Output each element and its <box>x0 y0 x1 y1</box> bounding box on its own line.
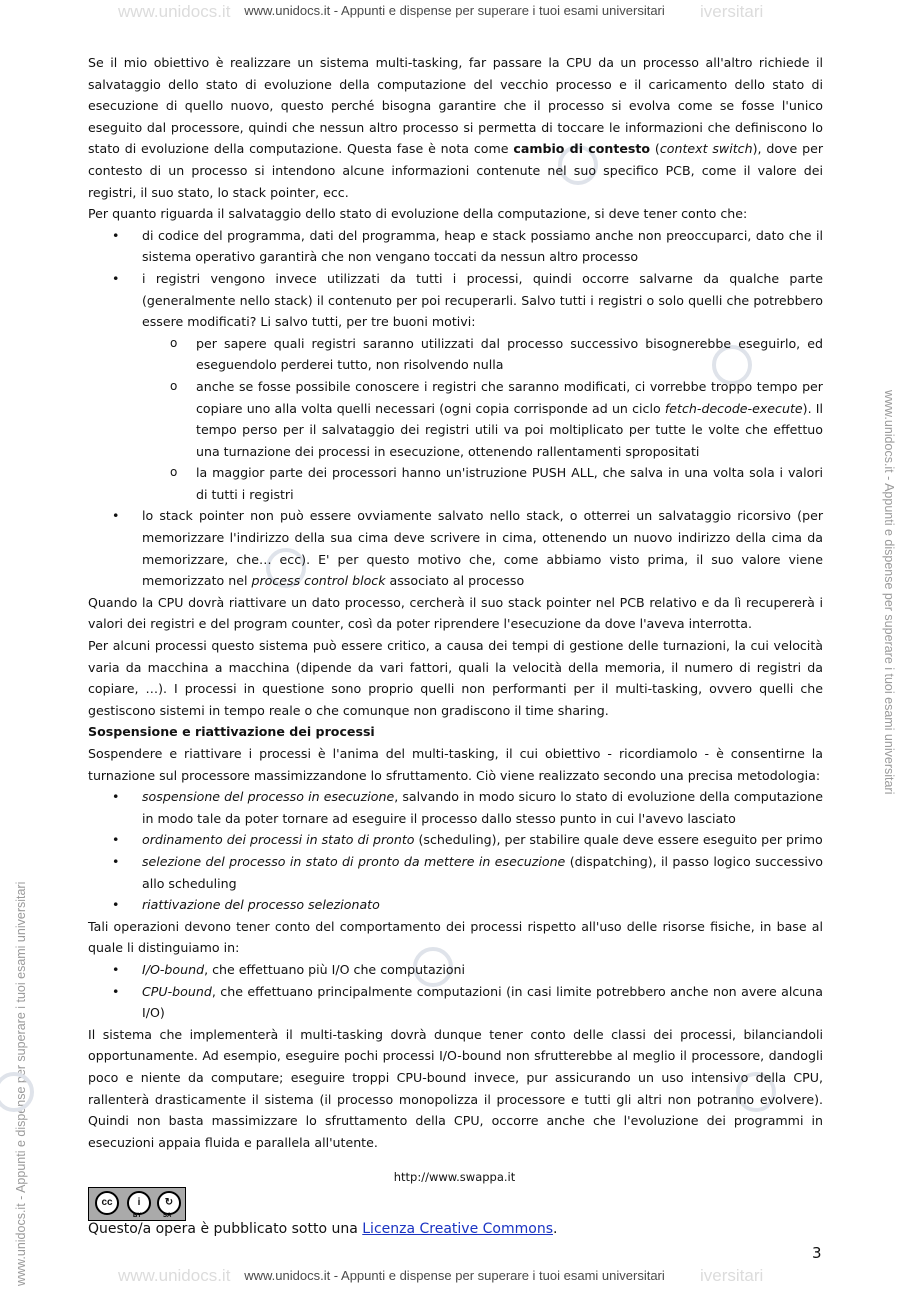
cc-icon: cc <box>95 1191 119 1215</box>
list-item: • riattivazione del processo selezionato <box>88 894 823 916</box>
sub-list <box>142 333 823 506</box>
watermark-right-vertical: www.unidocs.it - Appunti e dispense per superare i tuoi esami universitari <box>882 390 896 795</box>
paragraph: Per alcuni processi questo sistema può essere critico, a causa dei tempi di gestione delle turnazioni, la cui velocità varia da macchina a macchina (dipende da vari fattori, quali la velocità della memoria, il numero di registri da copiare, …). I processi in questione sono proprio quelli non performanti per il multi-tasking, ovvero quelli che gestiscono sistemi in tempo reale o che comunque non gradiscono il time sharing. <box>88 638 823 718</box>
section-heading: Sospensione e riattivazione dei processi <box>88 724 375 740</box>
sub-list-item: o la maggior parte dei processori hanno un'istruzione PUSH ALL, che salva in una volta sola i valori di tutti i registri <box>142 462 823 505</box>
paragraph: Per quanto riguarda il salvataggio dello stato di evoluzione della computazione, si deve tener conto che: <box>88 206 748 222</box>
cc-by-label: BY <box>133 1213 142 1219</box>
list-item: • selezione del processo in stato di pronto da mettere in esecuzione (dispatching), il passo logico successivo allo scheduling <box>88 851 823 894</box>
list-item: • ordinamento dei processi in stato di pronto (scheduling), per stabilire quale deve essere eseguito per primo <box>88 829 823 851</box>
bullet-list <box>88 225 823 592</box>
bullet-list <box>88 959 823 1024</box>
attribution-icon: i <box>127 1191 151 1215</box>
watermark-ghost-right: iversitari <box>700 2 764 21</box>
list-item: • lo stack pointer non può essere ovviamente salvato nello stack, o otterrei un salvataggio ricorsivo (per memorizzare l'indirizzo della sua cima deve scrivere in cima, ottenendo un nuovo indirizzo della cima da memorizzare, che… ecc). E' per questo motivo che, come abbiamo visto prima, il suo valore viene memorizzato nel process control block associato al processo <box>88 505 823 591</box>
watermark-logo <box>0 1072 34 1112</box>
list-item: • CPU-bound, che effettuano principalmente computazioni (in casi limite potrebbero anche non avere alcuna I/O) <box>88 981 823 1024</box>
sub-list-item: o anche se fosse possibile conoscere i registri che saranno modificati, ci vorrebbe troppo tempo per copiare uno alla volta quelli necessari (ogni copia corrisponde ad un ciclo fetch-decode-execute). Il tempo perso per il salvataggio dei registri utili va poi moltiplicato per tutte le volte che effettuo una turnazione dei processi in esecuzione, ottenendo rallentamenti spropositati <box>142 376 823 462</box>
paragraph: Se il mio obiettivo è realizzare un sistema multi-tasking, far passare la CPU da un processo all'altro richiede il salvataggio dello stato di evoluzione della computazione del vecchio processo e il caricamento dello stato di esecuzione di quello nuovo, questo perché bisogna garantire che il processo si evolva come se fosse l'unico eseguito dal processore, quindi che nessun altro processo si permetta di toccare le informazioni che definiscono lo stato di evoluzione della computazione. Questa fase è nota come cambio di contesto (context switch), dove per contesto di un processo si intendono alcune informazioni contenute nel suo specifico PCB, come il valore dei registri, il suo stato, lo stack pointer, ecc. <box>88 55 824 200</box>
watermark-ghost-left-bottom: www.unidocs.it <box>118 1266 231 1285</box>
license-link[interactable]: Licenza Creative Commons <box>362 1221 553 1237</box>
list-item: • I/O-bound, che effettuano più I/O che computazioni <box>88 959 823 981</box>
paragraph: Tali operazioni devono tener conto del comportamento dei processi rispetto all'uso delle risorse fisiche, in base al quale li distinguiamo in: <box>88 918 823 956</box>
list-item: • sospensione del processo in esecuzione, salvando in modo sicuro lo stato di evoluzione della computazione in modo tale da poter tornare ad eseguire il processo dallo stesso punto in cui l'avevo lasciato <box>88 786 823 829</box>
license-notice: Questo/a opera è pubblicato sotto una Licenza Creative Commons. <box>88 1221 558 1237</box>
bullet-list <box>88 786 823 916</box>
document-body <box>88 52 823 1153</box>
paragraph: Il sistema che implementerà il multi-tasking dovrà dunque tener conto delle classi dei processi, bilanciandoli opportunamente. Ad esempio, eseguire pochi processi I/O-bound non sfrutterebbe al meglio il processore, dandogli poco e niente da computare; eseguire troppi CPU-bound invece, pur assicurando un uso intensivo della CPU, rallenterà drasticamente il sistema (il processo monopolizza il processore e tutti gli altri non potranno evolvere). Quindi non basta massimizzare lo sfruttamento della CPU, occorre anche che l'evoluzione dei programmi in esecuzioni appaia fluida e parallela all'utente. <box>88 1026 823 1150</box>
sub-list-item: o per sapere quali registri saranno utilizzati dal processo successivo bisognerebbe eseguirlo, ed eseguendolo perderei tutto, non risolvendo nulla <box>142 333 823 376</box>
creative-commons-badge[interactable] <box>88 1187 186 1221</box>
page-number: 3 <box>812 1244 822 1262</box>
watermark-ghost-left: www.unidocs.it <box>118 2 231 21</box>
watermark-ghost-right-bottom: iversitari <box>700 1266 764 1285</box>
watermark-left-vertical: www.unidocs.it - Appunti e dispense per superare i tuoi esami universitari <box>14 881 28 1286</box>
list-item: • i registri vengono invece utilizzati da tutti i processi, quindi occorre salvarne da qualche parte (generalmente nello stack) il contenuto per poi recuperarli. Salvo tutti i registri o solo quelli che potrebbero essere modificati? Li salvo tutti, per tre buoni motivi: o per sapere quali registri saranno utilizzati dal processo successivo bisognerebbe eseguirlo, ed eseguendolo perderei tutto, non risolvendo nulla o anche se fosse possibile conoscere i registri che saranno modificati, ci vorrebbe troppo tempo per copiare uno alla volta quelli necessari (ogni copia corrisponde ad un ciclo fetch-decode-execute). Il tempo perso per il salvataggio dei registri utili va poi moltiplicato per tutte le volte che effettuo una turnazione dei processi in esecuzione, ottenendo rallentamenti spropositati o la maggior parte dei processori hanno un'istruzione PUSH ALL, che salva in una volta sola i valori di tutti i registri <box>88 268 823 506</box>
list-item: • di codice del programma, dati del programma, heap e stack possiamo anche non preoccuparci, dato che il sistema operativo garantirà che non vengano toccati da nessun altro processo <box>88 225 823 268</box>
watermark-top: www.unidocs.it - Appunti e dispense per superare i tuoi esami universitari <box>244 3 665 18</box>
share-alike-icon: ↻ <box>157 1191 181 1215</box>
paragraph: Sospendere e riattivare i processi è l'anima del multi-tasking, il cui obiettivo - ricordiamolo - è consentirne la turnazione sul processore massimizzandone lo sfruttamento. Ciò viene realizzato secondo una precisa metodologia: <box>88 746 823 783</box>
paragraph: Quando la CPU dovrà riattivare un dato processo, cercherà il suo stack pointer nel PCB relativo e da lì recupererà i valori dei registri e del program counter, così da poter riprendere l'esecuzione da dove l'aveva interrotta. <box>88 594 823 632</box>
watermark-bottom: www.unidocs.it - Appunti e dispense per superare i tuoi esami universitari <box>244 1268 665 1283</box>
footer-url[interactable]: http://www.swappa.it <box>393 1170 516 1184</box>
cc-sa-label: SA <box>163 1213 172 1219</box>
